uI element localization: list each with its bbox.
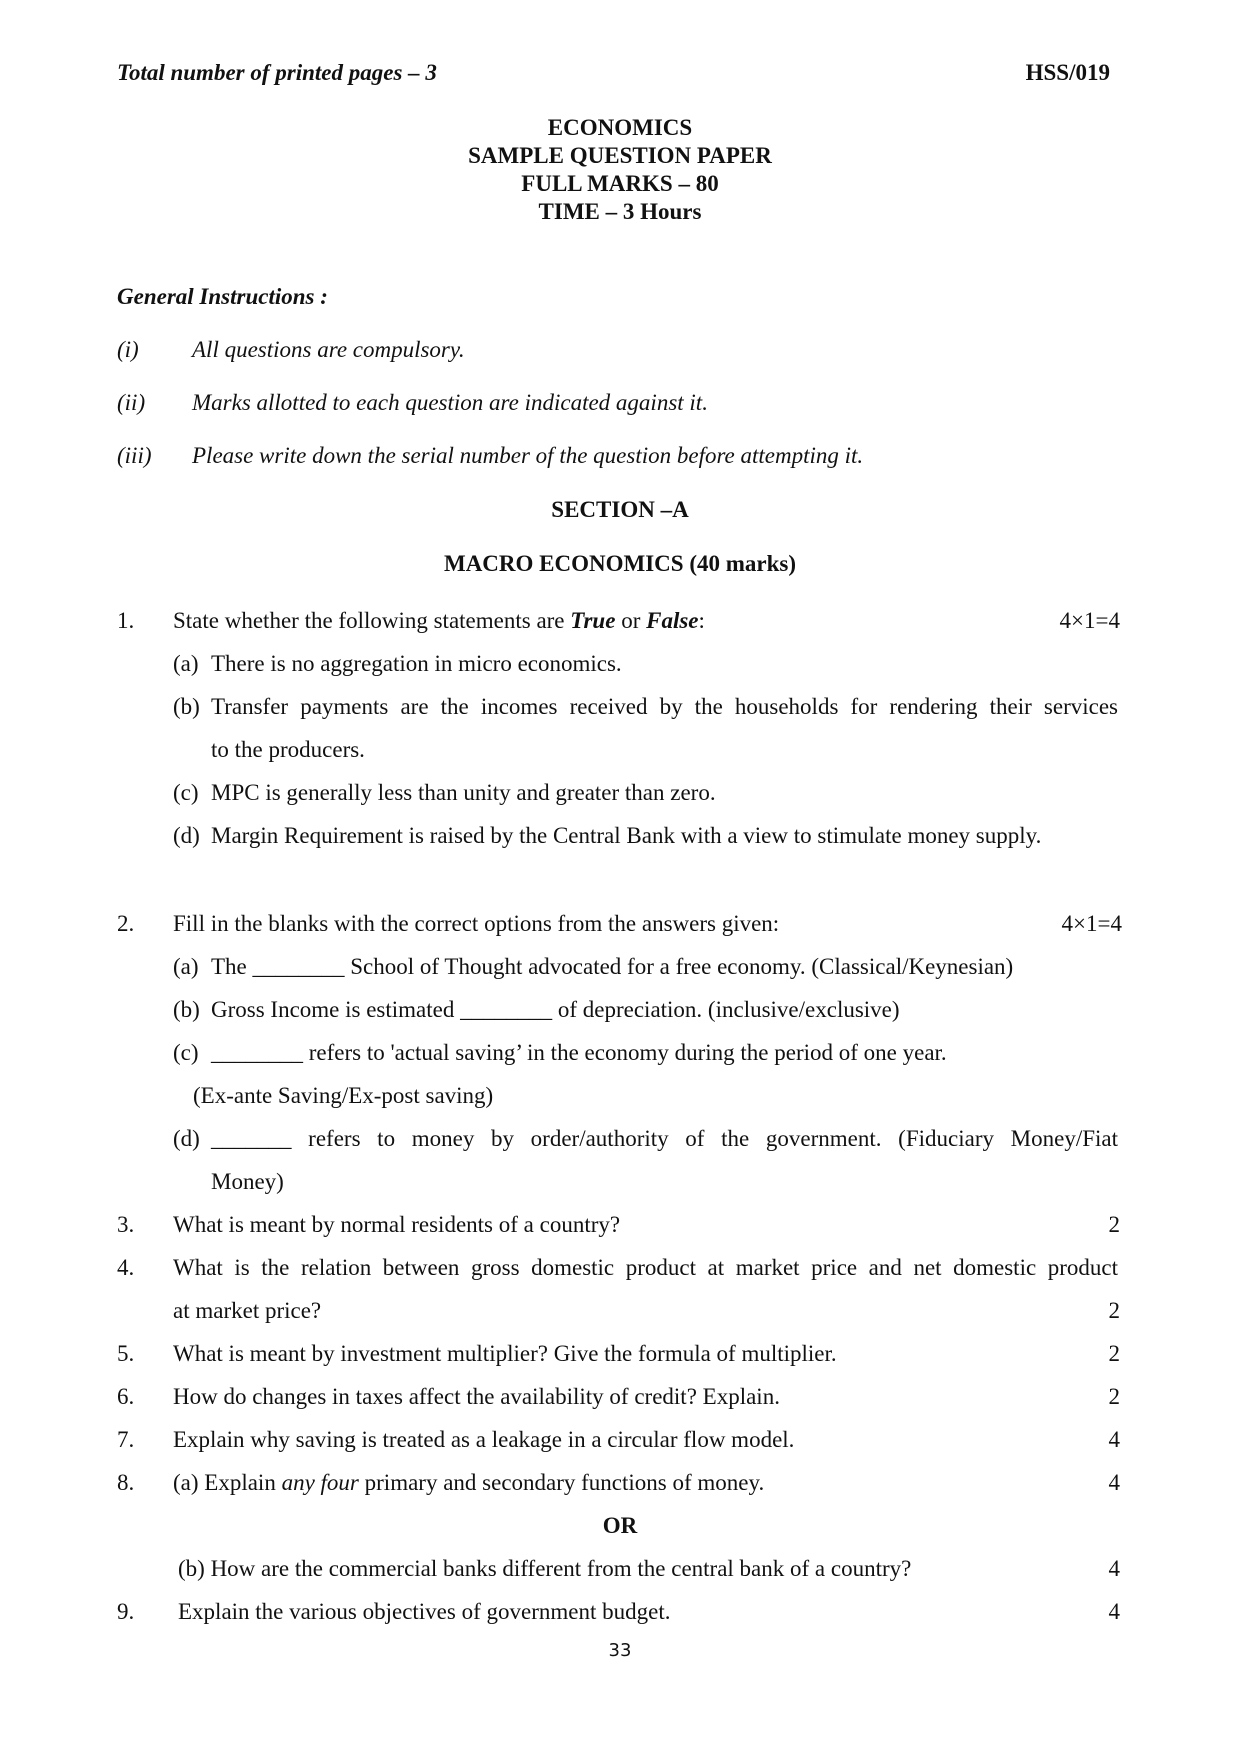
question-text: Fill in the blanks with the correct options from the answers given: — [173, 911, 780, 936]
question-text: Explain why saving is treated as a leakage in a circular flow model. — [173, 1427, 795, 1452]
question-marks: 4 — [1108, 1470, 1120, 1495]
option-label: (d) — [173, 1126, 200, 1151]
question-marks: 2 — [1108, 1384, 1120, 1409]
question-number: 7. — [117, 1427, 135, 1452]
section-title: SECTION –A — [551, 497, 689, 522]
question-number: 6. — [117, 1384, 135, 1409]
question-marks: 4 — [1108, 1556, 1120, 1581]
instruction-text-3: Please write down the serial number of the question before attempting it. — [192, 443, 864, 468]
question-number: 4. — [117, 1255, 135, 1280]
option-label: (c) — [173, 1040, 199, 1065]
false-word: False — [646, 608, 699, 633]
option-text: Margin Requirement is raised by the Central Bank with a view to stimulate money supply. — [211, 823, 1042, 848]
question-marks: 2 — [1108, 1298, 1120, 1323]
question-marks: 2 — [1108, 1341, 1120, 1366]
question-text-continued: at market price? — [173, 1298, 322, 1323]
option-label: (d) — [173, 823, 200, 848]
instruction-num-1: (i) — [117, 337, 139, 362]
question-marks: 4×1=4 — [1061, 911, 1122, 936]
option-label: (b) — [173, 694, 200, 719]
question-number: 1. — [117, 608, 135, 633]
subject-title: ECONOMICS — [547, 115, 693, 140]
option-text-continued: to the producers. — [211, 737, 365, 762]
option-label: (c) — [173, 780, 199, 805]
colon: : — [698, 608, 705, 633]
instructions-heading: General Instructions : — [117, 284, 328, 309]
option-text: Transfer payments are the incomes received by the households for rendering their services — [211, 694, 1118, 719]
option-text: _______ refers to money by order/authority of the government. (Fiduciary Money/Fiat — [211, 1126, 1118, 1151]
question-text — [173, 608, 705, 634]
question-text: What is the relation between gross domestic product at market price and net domestic product — [173, 1255, 1118, 1280]
q8a-italic: any four — [281, 1470, 359, 1495]
option-text: Gross Income is estimated ________ of depreciation. (inclusive/exclusive) — [211, 997, 900, 1022]
true-word: True — [570, 608, 616, 633]
paper-title: SAMPLE QUESTION PAPER — [468, 143, 772, 168]
option-text-continued: (Ex-ante Saving/Ex-post saving) — [193, 1083, 494, 1108]
question-number: 8. — [117, 1470, 135, 1495]
question-number: 9. — [117, 1599, 135, 1624]
question-text: What is meant by normal residents of a country? — [173, 1212, 621, 1237]
option-label: (a) — [173, 954, 199, 979]
question-marks: 4 — [1108, 1599, 1120, 1624]
q8a-after: primary and secondary functions of money. — [358, 1470, 765, 1495]
question-number: 3. — [117, 1212, 135, 1237]
q1-text-before: State whether the following statements are — [173, 608, 571, 633]
question-text: How do changes in taxes affect the availability of credit? Explain. — [173, 1384, 780, 1409]
or-divider: OR — [602, 1513, 638, 1538]
question-marks: 4×1=4 — [1059, 608, 1120, 633]
or-word: or — [615, 608, 647, 633]
option-text: ________ refers to 'actual saving’ in the economy during the period of one year. — [211, 1040, 947, 1065]
option-text-continued: Money) — [211, 1169, 284, 1194]
question-text: (b) How are the commercial banks different from the central bank of a country? — [178, 1556, 912, 1581]
q8a-before: (a) Explain — [173, 1470, 282, 1495]
question-number: 5. — [117, 1341, 135, 1366]
option-label: (a) — [173, 651, 199, 676]
full-marks: FULL MARKS – 80 — [521, 171, 719, 196]
question-marks: 4 — [1108, 1427, 1120, 1452]
instruction-text-1: All questions are compulsory. — [192, 337, 465, 362]
pages-note: Total number of printed pages – 3 — [117, 60, 437, 85]
paper-code: HSS/019 — [1025, 60, 1110, 85]
page-number: 33 — [608, 1640, 632, 1661]
question-number: 2. — [117, 911, 135, 936]
question-marks: 2 — [1108, 1212, 1120, 1237]
question-text: Explain the various objectives of government budget. — [178, 1599, 671, 1624]
option-label: (b) — [173, 997, 200, 1022]
instruction-num-2: (ii) — [117, 390, 146, 415]
instruction-text-2: Marks allotted to each question are indicated against it. — [192, 390, 708, 415]
option-text: There is no aggregation in micro economics. — [211, 651, 622, 676]
question-text — [173, 1470, 764, 1496]
option-text: The ________ School of Thought advocated for a free economy. (Classical/Keynesian) — [211, 954, 1014, 979]
time-allowed: TIME – 3 Hours — [538, 199, 702, 224]
instruction-num-3: (iii) — [117, 443, 152, 468]
section-subtitle: MACRO ECONOMICS (40 marks) — [443, 551, 796, 576]
question-text: What is meant by investment multiplier? Give the formula of multiplier. — [173, 1341, 837, 1366]
option-text: MPC is generally less than unity and greater than zero. — [211, 780, 716, 805]
